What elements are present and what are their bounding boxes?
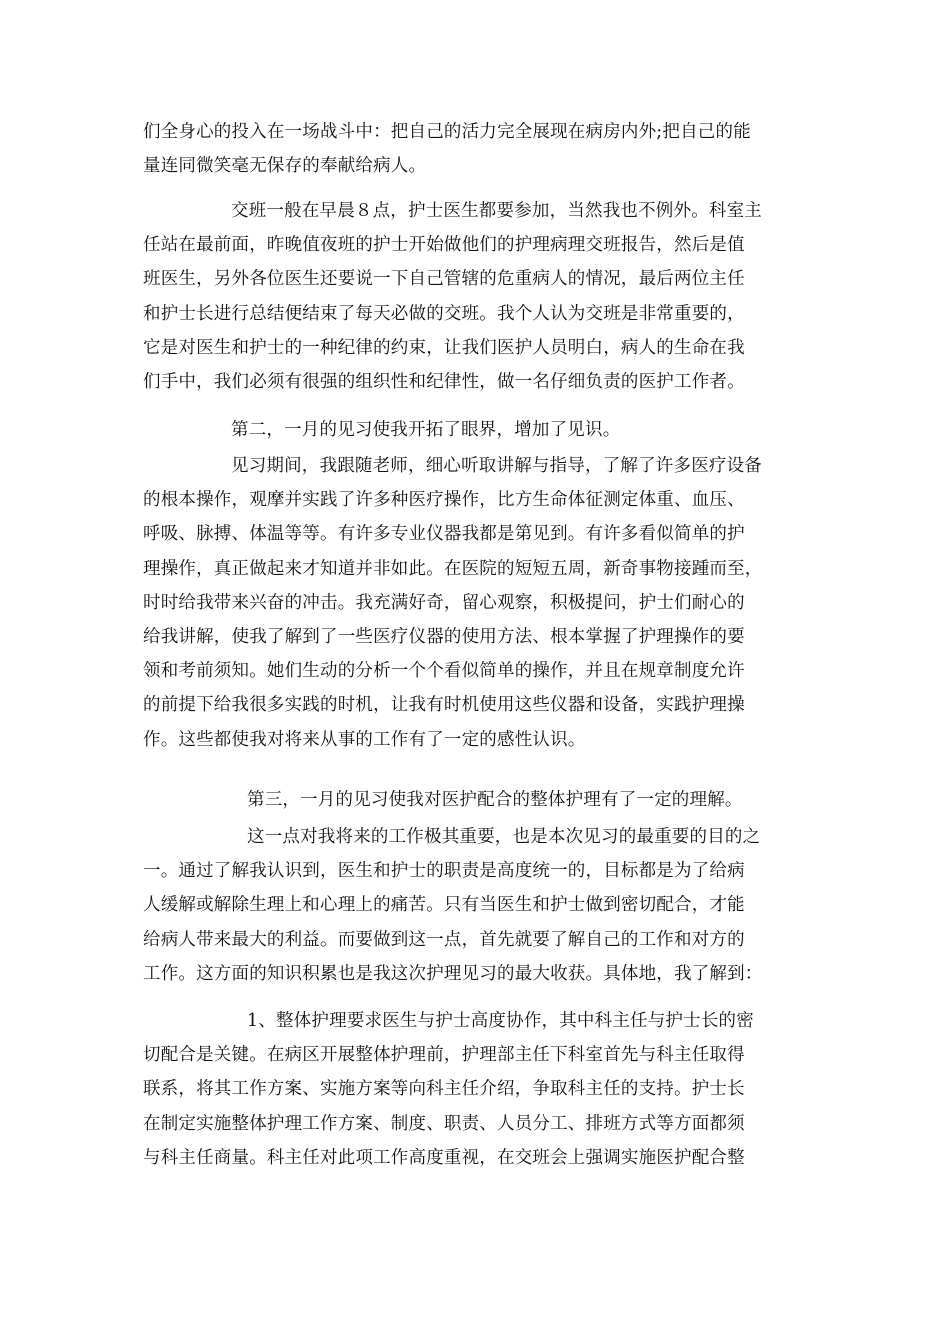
text-line: 联系，将其工作方案、实施方案等向科主任介绍，争取科主任的支持。护士长	[143, 1079, 745, 1100]
text-line: 第二，一月的见习使我开拓了眼界，增加了见识。	[231, 420, 621, 440]
text-line: 交班一般在早晨８点，护士医生都要参加，当然我也不例外。科室主	[231, 201, 762, 221]
text-line: 1、整体护理要求医生与护士高度协作，其中科主任与护士长的密	[247, 1011, 754, 1031]
paragraph-7	[143, 1004, 803, 1175]
paragraph-3-heading	[143, 413, 803, 447]
text-line: 班医生，另外各位医生还要说一下自己管辖的危重病人的情况，最后两位主任	[143, 269, 745, 290]
text-line: 它是对医生和护士的一种纪律的约束，让我们医护人员明白，病人的生命在我	[143, 337, 745, 358]
text-line: 给我讲解，使我了解到了一些医疗仪器的使用方法、根本掌握了护理操作的要	[143, 626, 745, 647]
text-line: 的根本操作，观摩并实践了许多种医疗操作，比方生命体征测定体重、血压、	[143, 490, 745, 511]
text-line: 呼吸、脉搏、体温等等。有许多专业仪器我都是第见到。有许多看似简单的护	[143, 524, 745, 545]
text-line: 人缓解或解除生理上和心理上的痛苦。只有当医生和护士做到密切配合，才能	[143, 895, 745, 916]
text-line: 领和考前须知。她们生动的分析一个个看似简单的操作，并且在规章制度允许	[143, 661, 745, 682]
text-line: 们全身心的投入在一场战斗中：把自己的活力完全展现在病房内外;把自己的能	[143, 122, 751, 142]
text-line: 工作。这方面的知识积累也是我这次护理见习的最大收获。具体地，我了解到：	[143, 963, 763, 984]
text-line: 和护士长进行总结便结束了每天必做的交班。我个人认为交班是非常重要的，	[143, 303, 745, 324]
text-line: 的前提下给我很多实践的时机，让我有时机使用这些仪器和设备，实践护理操	[143, 695, 745, 716]
text-line: 与科主任商量。科主任对此项工作高度重视，在交班会上强调实施医护配合整	[143, 1147, 745, 1168]
text-line: 这一点对我将来的工作极其重要，也是本次见习的最重要的目的之	[247, 827, 761, 847]
text-line: 第三，一月的见习使我对医护配合的整体护理有了一定的理解。	[247, 790, 743, 810]
paragraph-2	[143, 194, 803, 399]
text-line: 理操作，真正做起来才知道并非如此。在医院的短短五周，新奇事物接踵而至，	[143, 558, 763, 579]
text-line: 们手中，我们必须有很强的组织性和纪律性，做一名仔细负责的医护工作者。	[143, 371, 745, 392]
paragraph-5-heading	[143, 783, 803, 817]
paragraph-6	[143, 820, 803, 991]
text-line: 一。通过了解我认识到，医生和护士的职责是高度统一的，目标都是为了给病	[143, 861, 745, 882]
paragraph-4	[143, 449, 803, 757]
text-line: 作。这些都使我对将来从事的工作有了一定的感性认识。	[143, 729, 586, 750]
paragraph-1	[143, 115, 803, 183]
text-line: 给病人带来最大的利益。而要做到这一点，首先就要了解自己的工作和对方的	[143, 929, 745, 950]
text-line: 切配合是关键。在病区开展整体护理前，护理部主任下科室首先与科主任取得	[143, 1045, 745, 1066]
text-line: 任站在最前面，昨晚值夜班的护士开始做他们的护理病理交班报告，然后是值	[143, 235, 745, 256]
text-line: 时时给我带来兴奋的冲击。我充满好奇，留心观察，积极提问，护士们耐心的	[143, 592, 745, 613]
text-line: 见习期间，我跟随老师，细心听取讲解与指导，了解了许多医疗设备	[231, 456, 762, 476]
text-line: 在制定实施整体护理工作方案、制度、职责、人员分工、排班方式等方面都须	[143, 1113, 745, 1134]
text-line: 量连同微笑毫无保存的奉献给病人。	[143, 156, 427, 177]
